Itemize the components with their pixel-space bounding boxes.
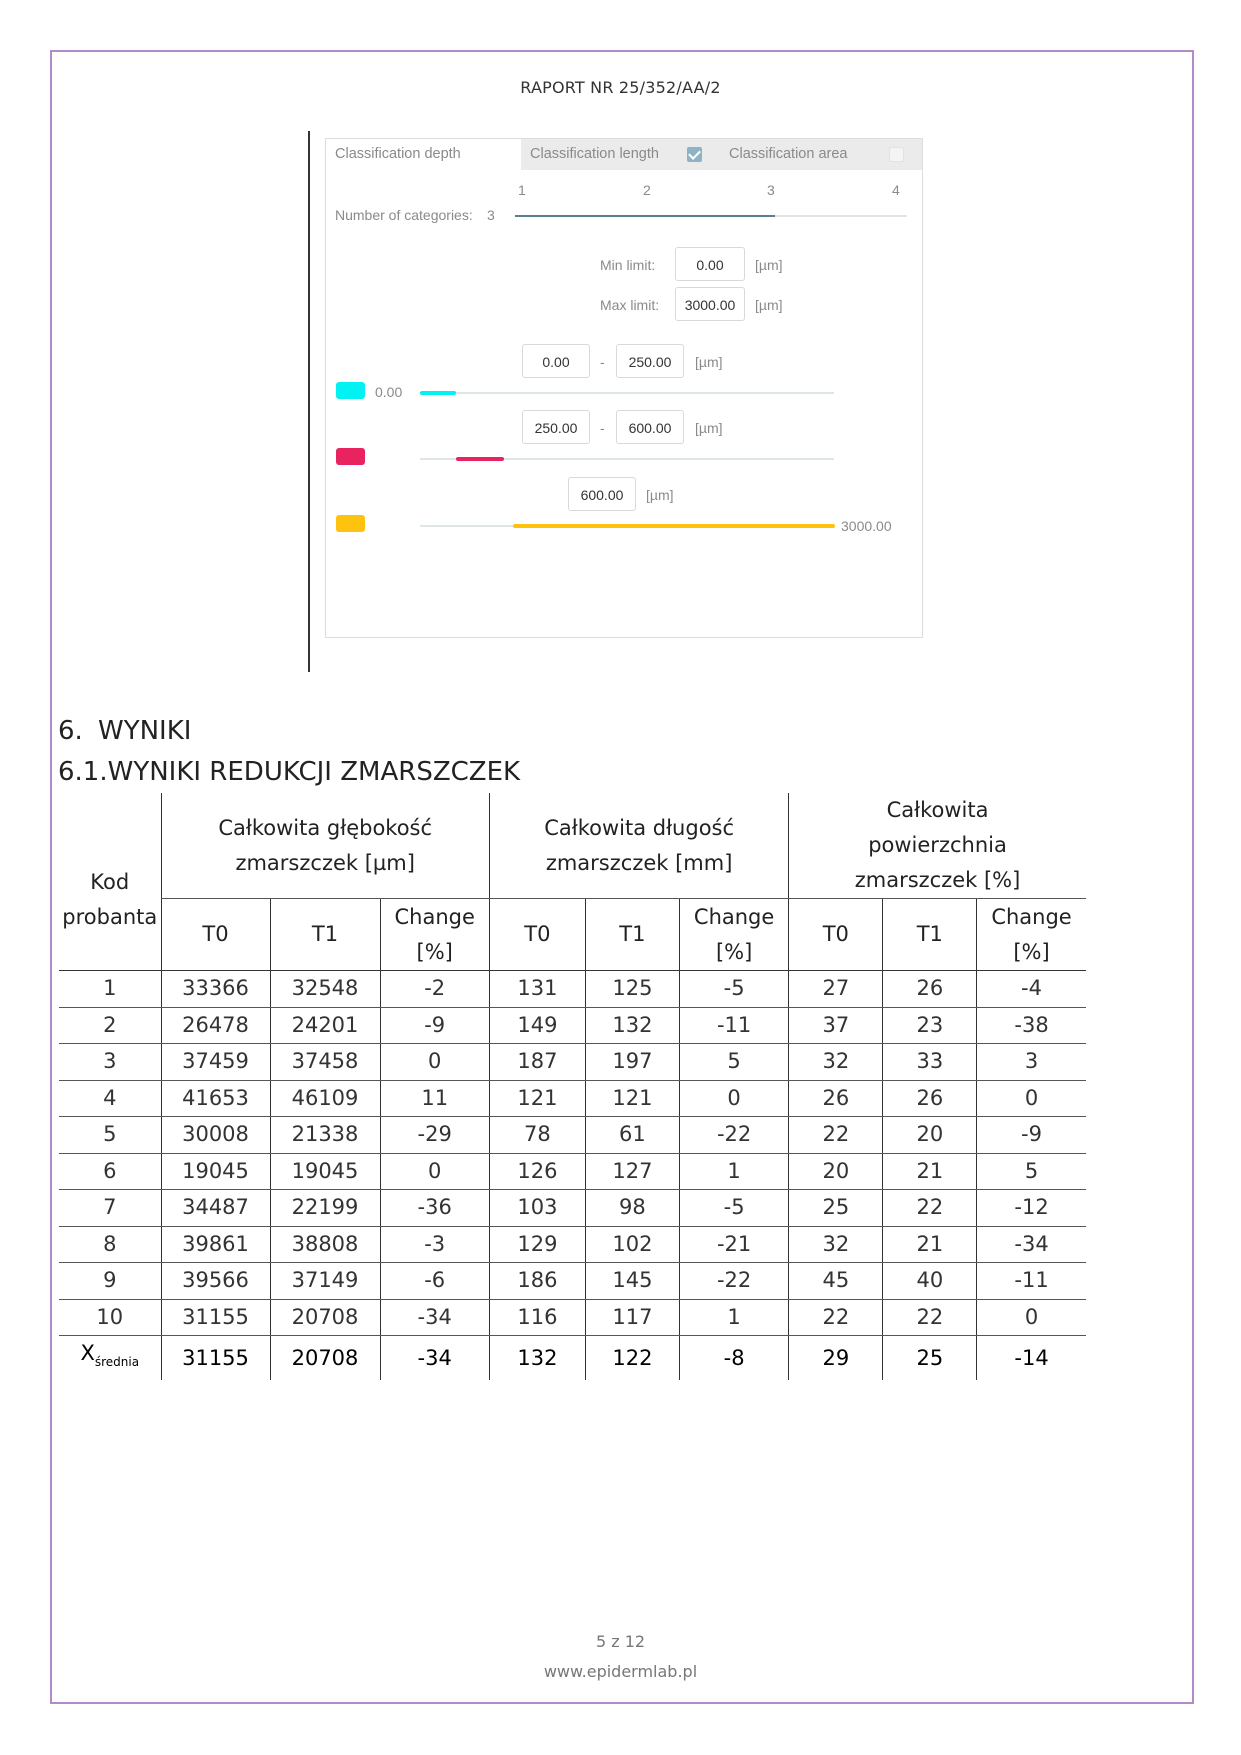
range2-from-input[interactable]: 250.00	[522, 410, 590, 444]
range-separator: -	[600, 354, 605, 370]
table-cell: 61	[585, 1117, 679, 1154]
table-cell: 0	[380, 1044, 489, 1081]
average-cell: 25	[883, 1336, 977, 1381]
header-t0: T0	[489, 899, 585, 971]
table-cell: 20	[883, 1117, 977, 1154]
table-cell: 26	[883, 1080, 977, 1117]
header-group-area: Całkowita powierzchnia zmarszczek [%]	[789, 793, 1086, 899]
left-rule	[308, 131, 310, 672]
range1-to-input[interactable]: 250.00	[616, 344, 684, 378]
footer-url: www.epidermlab.pl	[543, 1662, 698, 1681]
table-cell: 22199	[270, 1190, 380, 1227]
table-cell: 21338	[270, 1117, 380, 1154]
average-cell: 20708	[270, 1336, 380, 1381]
table-cell: 132	[585, 1007, 679, 1044]
table-cell: 22	[883, 1299, 977, 1336]
table-cell: 40	[883, 1263, 977, 1300]
table-cell: 41653	[161, 1080, 270, 1117]
table-row	[59, 1263, 1086, 1300]
category-tick: 4	[892, 182, 900, 198]
header-t1: T1	[270, 899, 380, 971]
range2-fill	[456, 457, 504, 461]
unit-label: [µm]	[755, 257, 783, 273]
table-cell: -36	[380, 1190, 489, 1227]
table-cell: 116	[489, 1299, 585, 1336]
table-cell: 121	[489, 1080, 585, 1117]
table-cell: 27	[789, 971, 883, 1008]
row-id-cell: 6	[59, 1153, 161, 1190]
page-number: 5 z 12	[595, 1632, 646, 1651]
row-id-cell: 2	[59, 1007, 161, 1044]
table-cell: -9	[977, 1117, 1086, 1154]
table-cell: 0	[977, 1299, 1086, 1336]
average-cell: 122	[585, 1336, 679, 1381]
min-limit-input[interactable]: 0.00	[675, 247, 745, 281]
row-id-cell: 8	[59, 1226, 161, 1263]
table-cell: -3	[380, 1226, 489, 1263]
average-cell: -34	[380, 1336, 489, 1381]
table-cell: 127	[585, 1153, 679, 1190]
header-t1: T1	[585, 899, 679, 971]
row-id-cell: 9	[59, 1263, 161, 1300]
unit-label: [µm]	[646, 487, 674, 503]
table-cell: 11	[380, 1080, 489, 1117]
table-cell: 21	[883, 1226, 977, 1263]
row-id-cell: 1	[59, 971, 161, 1008]
average-cell: -8	[679, 1336, 788, 1381]
classification-tabs	[326, 139, 922, 170]
table-cell: 187	[489, 1044, 585, 1081]
table-cell: 37	[789, 1007, 883, 1044]
table-row	[59, 1080, 1086, 1117]
average-label-main: X	[80, 1341, 95, 1365]
table-cell: 0	[679, 1080, 788, 1117]
report-number: RAPORT NR 25/352/AA/2	[520, 78, 721, 97]
categories-value: 3	[487, 207, 495, 223]
table-cell: 23	[883, 1007, 977, 1044]
category-tick: 1	[518, 182, 526, 198]
range1-start-label: 0.00	[375, 384, 403, 400]
average-label-sub: średnia	[94, 1355, 140, 1369]
category-tick: 3	[767, 182, 775, 198]
header-kod-probanta: Kod probanta	[59, 793, 161, 971]
table-cell: 20	[789, 1153, 883, 1190]
tab-classification-depth[interactable]	[326, 139, 521, 170]
row-id-cell: 4	[59, 1080, 161, 1117]
section-heading	[58, 716, 191, 746]
table-cell: 131	[489, 971, 585, 1008]
table-cell: 45	[789, 1263, 883, 1300]
table-cell: -2	[380, 971, 489, 1008]
header-t0: T0	[789, 899, 883, 971]
row-id-cell: 5	[59, 1117, 161, 1154]
min-limit-label: Min limit:	[600, 257, 656, 273]
header-t1: T1	[883, 899, 977, 971]
table-row	[59, 1007, 1086, 1044]
table-cell: -6	[380, 1263, 489, 1300]
table-cell: 22	[789, 1299, 883, 1336]
average-label	[59, 1336, 161, 1381]
range1-color-swatch[interactable]	[336, 382, 365, 399]
table-cell: 37459	[161, 1044, 270, 1081]
range2-to-input[interactable]: 600.00	[616, 410, 684, 444]
table-cell: -34	[380, 1299, 489, 1336]
table-cell: 121	[585, 1080, 679, 1117]
table-cell: 22	[883, 1190, 977, 1227]
table-cell: 39566	[161, 1263, 270, 1300]
table-cell: 0	[380, 1153, 489, 1190]
table-row	[59, 1190, 1086, 1227]
tab-label: Classification depth	[335, 146, 461, 162]
table-row	[59, 1044, 1086, 1081]
table-row	[59, 1226, 1086, 1263]
table-cell: 103	[489, 1190, 585, 1227]
max-limit-input[interactable]: 3000.00	[675, 287, 745, 321]
average-cell: -14	[977, 1336, 1086, 1381]
average-cell: 132	[489, 1336, 585, 1381]
table-cell: 26478	[161, 1007, 270, 1044]
table-cell: 197	[585, 1044, 679, 1081]
table-cell: 102	[585, 1226, 679, 1263]
table-cell: -38	[977, 1007, 1086, 1044]
row-id-cell: 7	[59, 1190, 161, 1227]
table-cell: 1	[679, 1153, 788, 1190]
unit-label: [µm]	[695, 354, 723, 370]
table-cell: 21	[883, 1153, 977, 1190]
header-group-length: Całkowita długość zmarszczek [mm]	[489, 793, 788, 899]
table-cell: 22	[789, 1117, 883, 1154]
table-cell: -22	[679, 1263, 788, 1300]
table-cell: 20708	[270, 1299, 380, 1336]
table-cell: 25	[789, 1190, 883, 1227]
header-t0: T0	[161, 899, 270, 971]
unit-label: [µm]	[755, 297, 783, 313]
table-cell: 37458	[270, 1044, 380, 1081]
table-cell: 5	[679, 1044, 788, 1081]
average-cell: 31155	[161, 1336, 270, 1381]
results-table	[59, 793, 1086, 1380]
table-cell: -5	[679, 971, 788, 1008]
table-row	[59, 1153, 1086, 1190]
table-cell: 33366	[161, 971, 270, 1008]
table-cell: 37149	[270, 1263, 380, 1300]
table-cell: 5	[977, 1153, 1086, 1190]
table-cell: -34	[977, 1226, 1086, 1263]
table-cell: 32	[789, 1226, 883, 1263]
table-cell: 30008	[161, 1117, 270, 1154]
table-cell: -29	[380, 1117, 489, 1154]
table-cell: -11	[679, 1007, 788, 1044]
max-limit-label: Max limit:	[600, 297, 660, 313]
range1-fill	[420, 391, 456, 395]
table-cell: 145	[585, 1263, 679, 1300]
table-cell: 26	[789, 1080, 883, 1117]
table-row	[59, 1299, 1086, 1336]
table-cell: 24201	[270, 1007, 380, 1044]
range2-color-swatch[interactable]	[336, 448, 365, 465]
range3-end-label: 3000.00	[841, 518, 892, 534]
length-checkbox[interactable]	[687, 147, 702, 162]
table-cell: 31155	[161, 1299, 270, 1336]
table-cell: 38808	[270, 1226, 380, 1263]
range1-track[interactable]	[420, 392, 834, 394]
range3-color-swatch[interactable]	[336, 515, 365, 532]
row-id-cell: 3	[59, 1044, 161, 1081]
classification-panel	[325, 138, 923, 638]
table-cell: 186	[489, 1263, 585, 1300]
table-cell: 0	[977, 1080, 1086, 1117]
average-cell: 29	[789, 1336, 883, 1381]
header-group-depth: Całkowita głębokość zmarszczek [µm]	[161, 793, 489, 899]
table-cell: 46109	[270, 1080, 380, 1117]
table-cell: -11	[977, 1263, 1086, 1300]
tab-label: Classification area	[729, 146, 848, 162]
table-row	[59, 971, 1086, 1008]
table-cell: 32548	[270, 971, 380, 1008]
table-cell: 98	[585, 1190, 679, 1227]
range-separator: -	[600, 420, 605, 436]
table-cell: 1	[679, 1299, 788, 1336]
tab-classification-length[interactable]	[521, 139, 720, 170]
header-change: Change [%]	[977, 899, 1086, 971]
table-cell: 33	[883, 1044, 977, 1081]
tab-classification-area[interactable]	[720, 139, 922, 170]
table-cell: -5	[679, 1190, 788, 1227]
table-cell: 3	[977, 1044, 1086, 1081]
table-cell: 26	[883, 971, 977, 1008]
range3-from-input[interactable]: 600.00	[568, 477, 636, 511]
header-change: Change [%]	[679, 899, 788, 971]
section-number: 6.	[58, 716, 83, 746]
tab-label: Classification length	[530, 146, 659, 162]
table-cell: 39861	[161, 1226, 270, 1263]
table-cell: -22	[679, 1117, 788, 1154]
unit-label: [µm]	[695, 420, 723, 436]
table-cell: -9	[380, 1007, 489, 1044]
table-cell: 117	[585, 1299, 679, 1336]
table-cell: 129	[489, 1226, 585, 1263]
table-cell: 19045	[161, 1153, 270, 1190]
table-cell: 126	[489, 1153, 585, 1190]
table-cell: -4	[977, 971, 1086, 1008]
area-checkbox[interactable]	[889, 147, 904, 162]
category-tick: 2	[643, 182, 651, 198]
header-change: Change [%]	[380, 899, 489, 971]
table-cell: -21	[679, 1226, 788, 1263]
section-title: WYNIKI	[98, 716, 192, 746]
subsection-heading: 6.1.WYNIKI REDUKCJI ZMARSZCZEK	[58, 757, 521, 787]
range1-from-input[interactable]: 0.00	[522, 344, 590, 378]
table-cell: 125	[585, 971, 679, 1008]
table-cell: 149	[489, 1007, 585, 1044]
range3-fill	[513, 524, 835, 528]
table-row	[59, 1117, 1086, 1154]
row-id-cell: 10	[59, 1299, 161, 1336]
table-cell: 32	[789, 1044, 883, 1081]
table-cell: 19045	[270, 1153, 380, 1190]
categories-label: Number of categories:	[335, 207, 473, 223]
table-cell: -12	[977, 1190, 1086, 1227]
categories-slider-fill	[515, 215, 775, 217]
table-cell: 78	[489, 1117, 585, 1154]
table-cell: 34487	[161, 1190, 270, 1227]
